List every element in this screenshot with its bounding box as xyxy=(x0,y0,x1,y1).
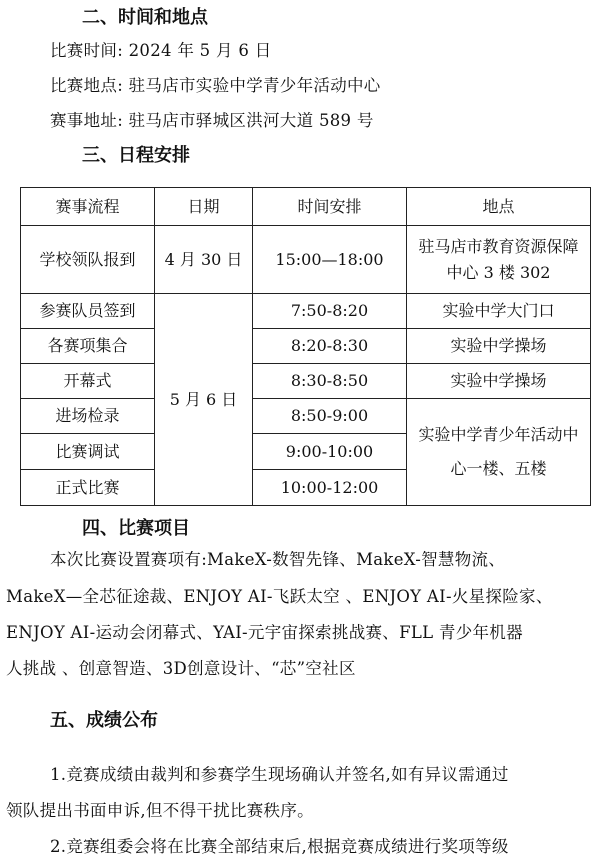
location-cell-merged: 实验中学青少年活动中心一楼、五楼 xyxy=(407,399,591,506)
date-cell-merged: 5 月 6 日 xyxy=(155,294,253,506)
match-venue-line: 比赛地点: 驻马店市实验中学青少年活动中心 xyxy=(50,76,381,95)
process-cell: 开幕式 xyxy=(21,364,155,399)
events-line: MakeX—全芯征途裁、ENJOY AI-飞跃太空 、ENJOY AI-火星探险家、 xyxy=(6,587,553,606)
time-cell: 9:00-10:00 xyxy=(253,434,407,470)
match-date-line: 比赛时间: 2024 年 5 月 6 日 xyxy=(50,41,272,60)
events-line: 人挑战 、创意智造、3D创意设计、“芯”空社区 xyxy=(6,659,356,678)
table-row xyxy=(21,399,591,434)
time-cell: 7:50-8:20 xyxy=(253,294,407,329)
time-cell: 8:20-8:30 xyxy=(253,329,407,364)
events-line: 本次比赛设置赛项有:MakeX-数智先锋、MakeX-智慧物流、 xyxy=(50,550,506,569)
section-heading-time-place: 二、时间和地点 xyxy=(82,7,208,28)
section-heading-events: 四、比赛项目 xyxy=(82,518,190,539)
date-cell: 4 月 30 日 xyxy=(155,226,253,294)
header-cell-date: 日期 xyxy=(155,188,253,226)
location-cell: 驻马店市教育资源保障中心 3 楼 302 xyxy=(407,226,591,294)
table-row xyxy=(21,294,591,329)
table-row xyxy=(21,364,591,399)
location-cell: 实验中学大门口 xyxy=(407,294,591,329)
table-header-row xyxy=(21,188,591,226)
location-cell: 实验中学操场 xyxy=(407,329,591,364)
events-line: ENJOY AI-运动会闭幕式、YAI-元宇宙探索挑战赛、FLL 青少年机器 xyxy=(6,623,523,642)
results-item-2-line: 2.竞赛组委会将在比赛全部结束后,根据竞赛成绩进行奖项等级 xyxy=(50,837,509,856)
time-cell: 15:00—18:00 xyxy=(253,226,407,294)
process-cell: 进场检录 xyxy=(21,399,155,434)
process-cell: 比赛调试 xyxy=(21,434,155,470)
table-row xyxy=(21,329,591,364)
schedule-table xyxy=(20,187,591,506)
header-cell-location: 地点 xyxy=(407,188,591,226)
location-cell: 实验中学操场 xyxy=(407,364,591,399)
time-cell: 10:00-12:00 xyxy=(253,470,407,506)
section-heading-schedule: 三、日程安排 xyxy=(82,145,190,166)
process-cell: 学校领队报到 xyxy=(21,226,155,294)
time-cell: 8:30-8:50 xyxy=(253,364,407,399)
time-cell: 8:50-9:00 xyxy=(253,399,407,434)
results-item-1-line: 1.竞赛成绩由裁判和参赛学生现场确认并签名,如有异议需通过 xyxy=(50,765,509,784)
header-cell-process: 赛事流程 xyxy=(21,188,155,226)
results-item-1-line: 领队提出书面申诉,但不得干扰比赛秩序。 xyxy=(6,801,314,820)
process-cell: 参赛队员签到 xyxy=(21,294,155,329)
header-cell-time: 时间安排 xyxy=(253,188,407,226)
table-row xyxy=(21,226,591,294)
section-heading-results: 五、成绩公布 xyxy=(50,710,158,731)
process-cell: 正式比赛 xyxy=(21,470,155,506)
process-cell: 各赛项集合 xyxy=(21,329,155,364)
match-address-line: 赛事地址: 驻马店市驿城区洪河大道 589 号 xyxy=(50,111,374,130)
